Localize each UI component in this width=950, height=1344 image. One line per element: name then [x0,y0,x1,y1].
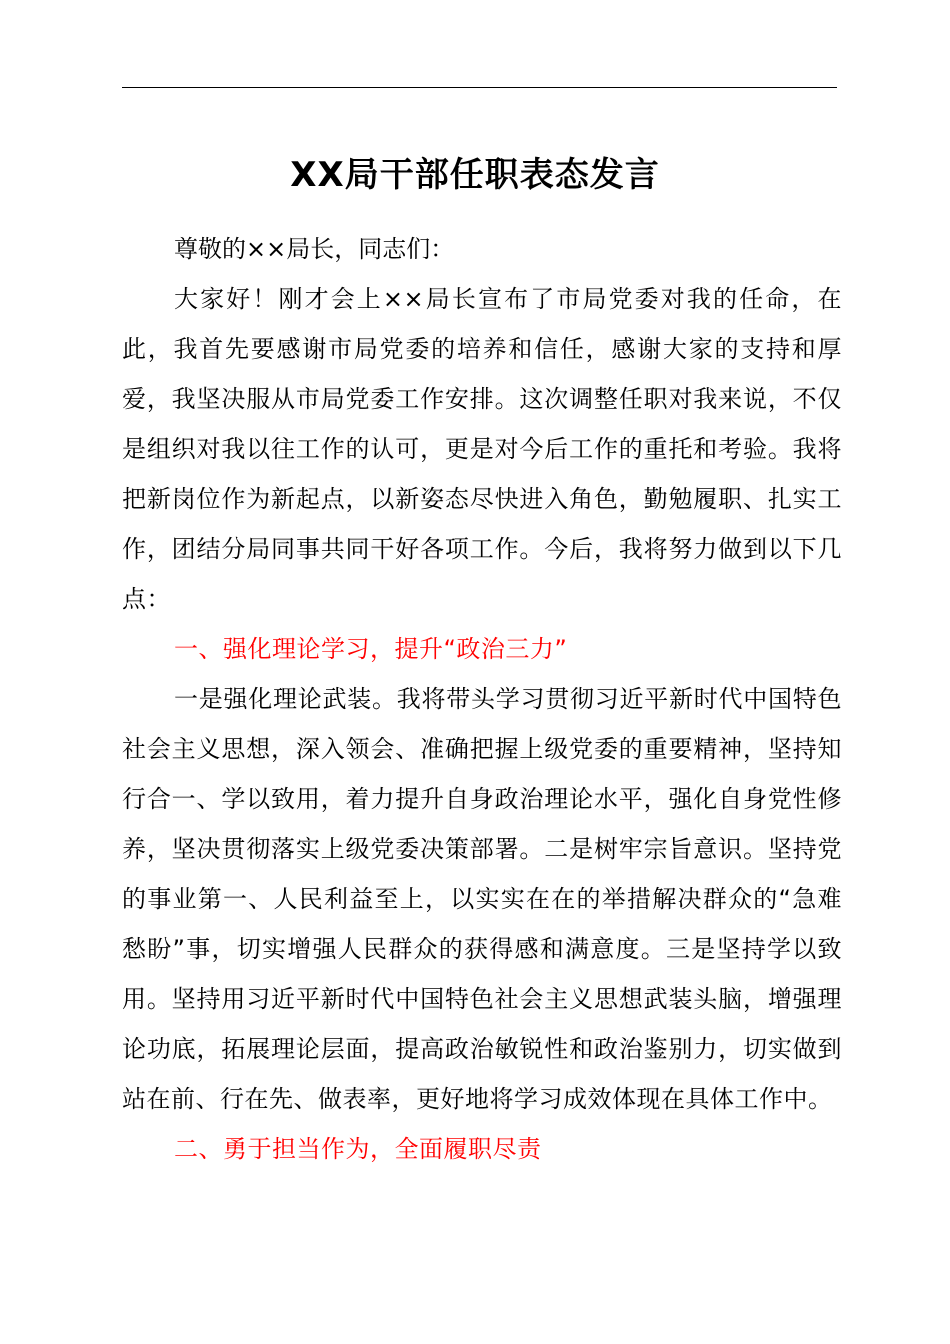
section-body-1: 一是强化理论武装。我将带头学习贯彻习近平新时代中国特色社会主义思想，深入领会、准确把握上级党委的重要精神，坚持知行合一、学以致用，着力提升自身政治理论水平，强化自身党性修养，坚决贯彻落实上级党委决策部署。二是树牢宗旨意识。坚持党的事业第一、人民利益至上，以实实在在的举措解决群众的“急难愁盼”事，切实增强人民群众的获得感和满意度。三是坚持学以致用。坚持用习近平新时代中国特色社会主义思想武装头脑，增强理论功底，拓展理论层面，提高政治敏锐性和政治鉴别力，切实做到站在前、行在先、做表率，更好地将学习成效体现在具体工作中。 [122,685,842,1113]
intro-paragraph: 大家好！刚才会上××局长宣布了市局党委对我的任命，在此，我首先要感谢市局党委的培养和信任，感谢大家的支持和厚爱，我坚决服从市局党委工作安排。这次调整任职对我来说，不仅是组织对我以往工作的认可，更是对今后工作的重托和考验。我将把新岗位作为新起点，以新姿态尽快进入角色，勤勉履职、扎实工作，团结分局同事共同干好各项工作。今后，我将努力做到以下几点： [122,285,842,613]
salutation: 尊敬的××局长，同志们： [174,235,455,263]
section-heading-1: 一、强化理论学习，提升“政治三力” [174,635,568,663]
document-title: XX局干部任职表态发言 [290,155,660,195]
header-rule [122,87,837,88]
document-body [122,224,842,1174]
section-heading-2: 二、勇于担当作为，全面履职尽责 [174,1135,542,1163]
